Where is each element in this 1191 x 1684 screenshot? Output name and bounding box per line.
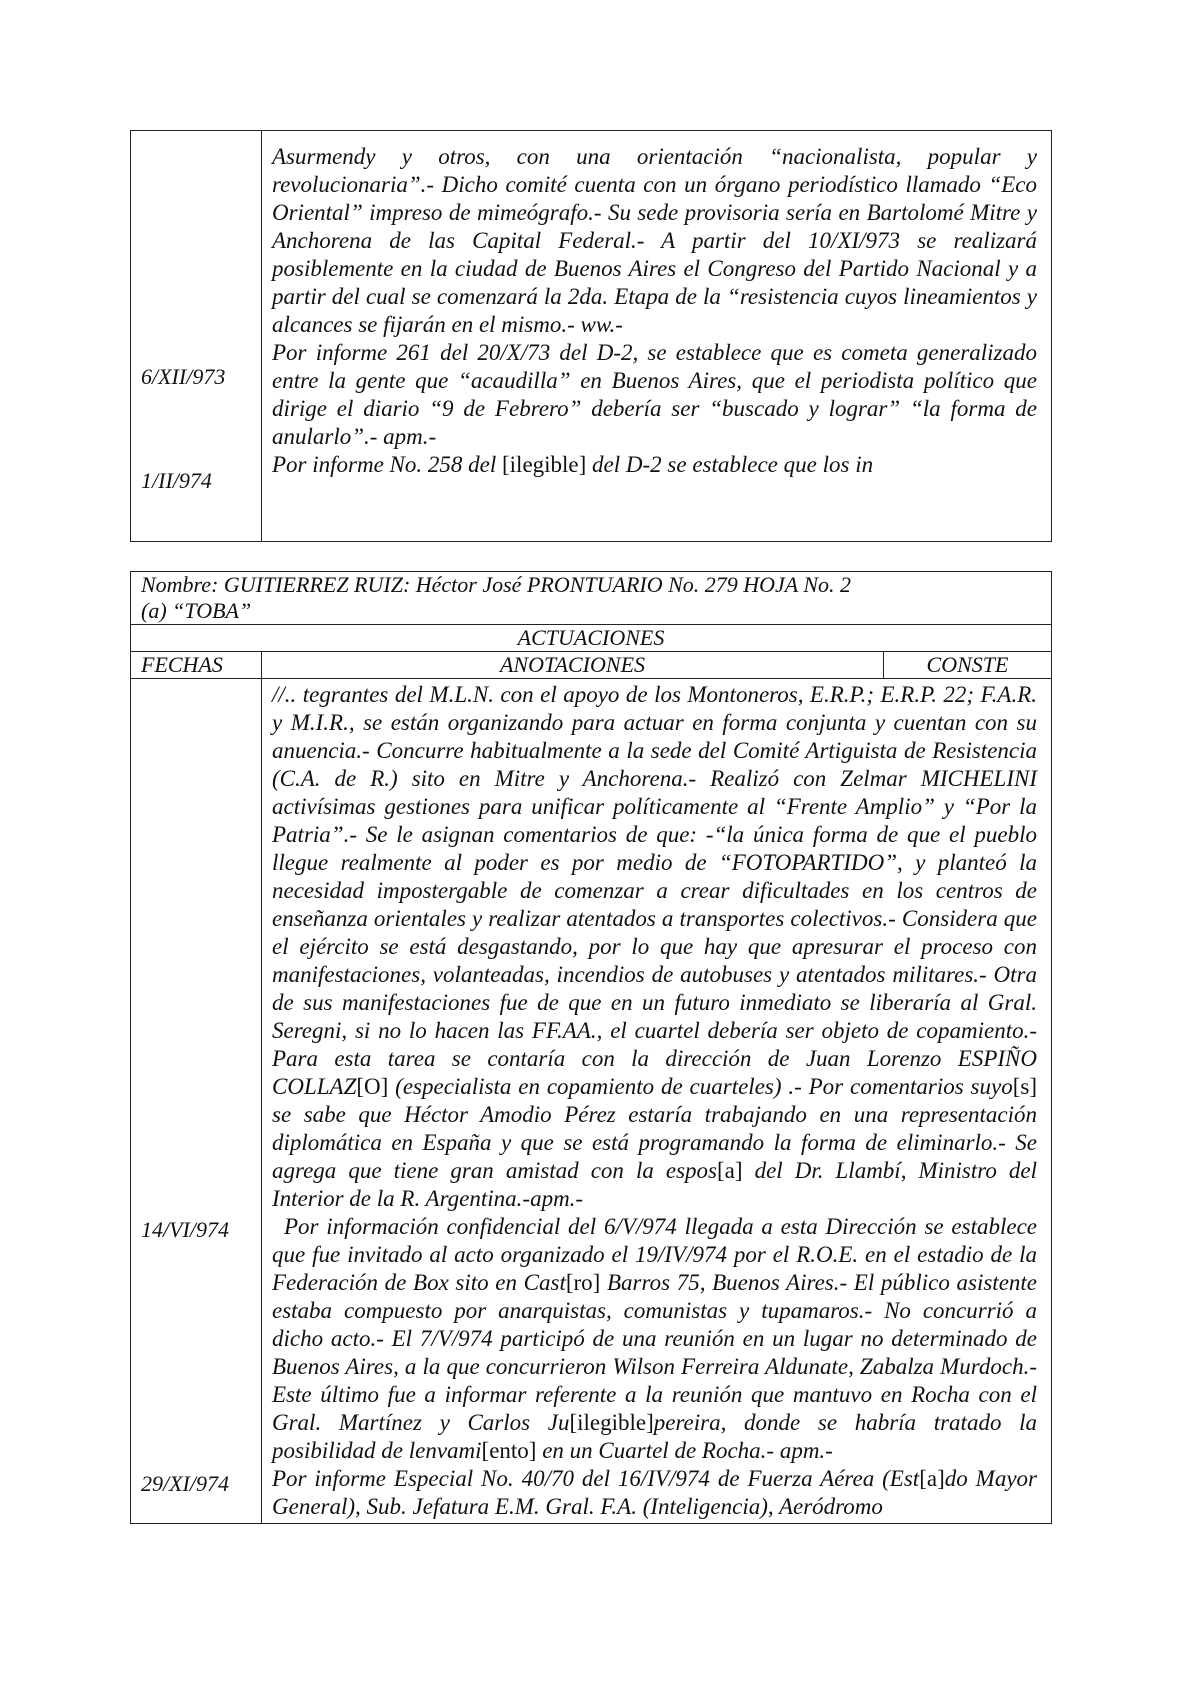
editorial-bracket: [O] <box>356 1074 389 1099</box>
text-run: Por informe No. 258 del <box>272 452 502 477</box>
editorial-bracket: [s] <box>1012 1074 1037 1099</box>
entry-date: 29/XI/974 <box>141 1471 229 1496</box>
text-run: Por información confidencial del 6/V/974 llegada a esta Dirección se establece que fue invitado al acto organizado el 19/IV/974 por el R.O.E. en el estadio de la Federación de Box sito en Cast <box>272 1214 1037 1295</box>
annotation-paragraph <box>272 451 1037 479</box>
text-run: se sabe que Héctor Amodio Pérez estaría trabajando en una representación diplomática en España y que se está programando la forma de eliminarlo.- Se agrega que tiene gran amistad con la espos <box>272 1102 1037 1183</box>
annotations-cell <box>262 131 1052 542</box>
entry-date: 6/XII/973 <box>141 364 226 389</box>
entry-date: 14/VI/974 <box>141 1217 229 1242</box>
annotation-paragraph <box>272 1213 1037 1465</box>
editorial-bracket: [a] <box>717 1158 743 1183</box>
editorial-bracket: [a] <box>919 1466 945 1491</box>
text-run: del Dr. Llambí, Ministro del Interior de la R. Argentina.-apm.- <box>272 1158 1037 1211</box>
entry-date: 1/II/974 <box>141 468 212 493</box>
record-header <box>131 572 1052 625</box>
annotation-paragraph: Asurmendy y otros, con una orientación “nacionalista, popular y revolucionaria”.- Dicho comité cuenta con un órgano periodístico llamado “Eco Oriental” impreso de mimeógrafo.- Su sede provisoria sería en Bartolomé Mitre y Anchorena de las Capital Federal.- A partir del 10/XI/973 se realizará posiblemente en la ciudad de Buenos Aires el Congreso del Partido Nacional y a partir del cual se comenzará la 2da. Etapa de la “resistencia cuyos lineamientos y alcances se fijarán en el mismo.- ww.- <box>272 144 1037 337</box>
column-header-conste: CONSTE <box>884 652 1052 679</box>
editorial-bracket: [ro] <box>565 1270 601 1295</box>
section-title: ACTUACIONES <box>131 625 1052 652</box>
annotation-paragraph <box>272 1465 1037 1521</box>
prontuario-table-top <box>130 130 1052 542</box>
prontuario-table-sheet-2 <box>130 571 1052 1524</box>
annotation-paragraph <box>272 681 1037 1213</box>
column-header-fechas: FECHAS <box>131 652 262 679</box>
dates-column <box>131 131 262 542</box>
text-run: en un Cuartel de Rocha.- apm.- <box>536 1438 833 1463</box>
text-run: Barros 75, Buenos Aires.- El público asistente estaba compuesto por anarquistas, comunistas y tupamaros.- No concurrió a dicho acto.- El 7/V/974 participó de una reunión en un lugar no determinado de Buenos Aires, a la que concurrieron Wilson Ferreira Aldunate, Zabalza Murdoch.- Este último fue a informar referente a la reunión que mantuvo en Rocha con el Gral. Martínez y Carlos Ju <box>272 1270 1037 1435</box>
editorial-bracket: [ilegible] <box>569 1410 654 1435</box>
editorial-bracket: [ento] <box>481 1438 537 1463</box>
editorial-bracket: [ilegible] <box>502 452 587 477</box>
column-header-anotaciones: ANOTACIONES <box>262 652 884 679</box>
record-alias-line: (a) “TOBA” <box>141 598 252 623</box>
dates-column <box>131 679 262 1524</box>
text-run: del D-2 se establece que los in <box>586 452 874 477</box>
record-name-line: Nombre: GUITIERREZ RUIZ: Héctor José PRONTUARIO No. 279 HOJA No. 2 <box>141 572 852 597</box>
text-run: //.. tegrantes del M.L.N. con el apoyo de los Montoneros, E.R.P.; E.R.P. 22; F.A.R. y M.I.R., se están organizando para actuar en forma conjunta y cuentan con su anuencia.- Concurre habitualmente a la sede del Comité Artiguista de Resistencia (C.A. de R.) sito en Mitre y Anchorena.- Realizó con Zelmar MICHELINI activísimas gestiones para unificar políticamente al “Frente Amplio” y “Por la Patria”.- Se le asignan comentarios de que: -“la única forma de que el pueblo llegue realmente al poder es por medio de “FOTOPARTIDO”, y planteó la necesidad impostergable de comenzar a crear dificultades en los centros de enseñanza orientales y realizar atentados a transportes colectivos.- Considera que el ejército se está desgastando, por lo que hay que apresurar el proceso con manifestaciones, volanteadas, incendios de autobuses y atentados militares.- Otra de sus manifestaciones fue de que en un futuro inmediato se liberaría al Gral. Seregni, si no lo hacen las FF.AA., el cuartel debería ser objeto de copamiento.- Para esta tarea se contaría con la dirección de Juan Lorenzo ESPIÑO COLLAZ <box>272 682 1037 1099</box>
annotation-paragraph: Por informe 261 del 20/X/73 del D-2, se establece que es cometa generalizado entre la gente que “acaudilla” en Buenos Aires, que el periodista político que dirige el diario “9 de Febrero” debería ser “buscado y lograr” “la forma de anularlo”.- apm.- <box>272 340 1037 449</box>
text-run: pereira, donde se habría tratado la posibilidad de lenvami <box>272 1410 1037 1463</box>
text-run: (especialista en copamiento de cuarteles) .- Por comentarios suyo <box>388 1074 1013 1099</box>
annotations-cell <box>262 679 1052 1524</box>
text-run: do Mayor General), Sub. Jefatura E.M. Gral. F.A. (Inteligencia), Aeródromo <box>272 1466 1037 1519</box>
text-run: Por informe Especial No. 40/70 del 16/IV/974 de Fuerza Aérea (Est <box>272 1466 920 1491</box>
